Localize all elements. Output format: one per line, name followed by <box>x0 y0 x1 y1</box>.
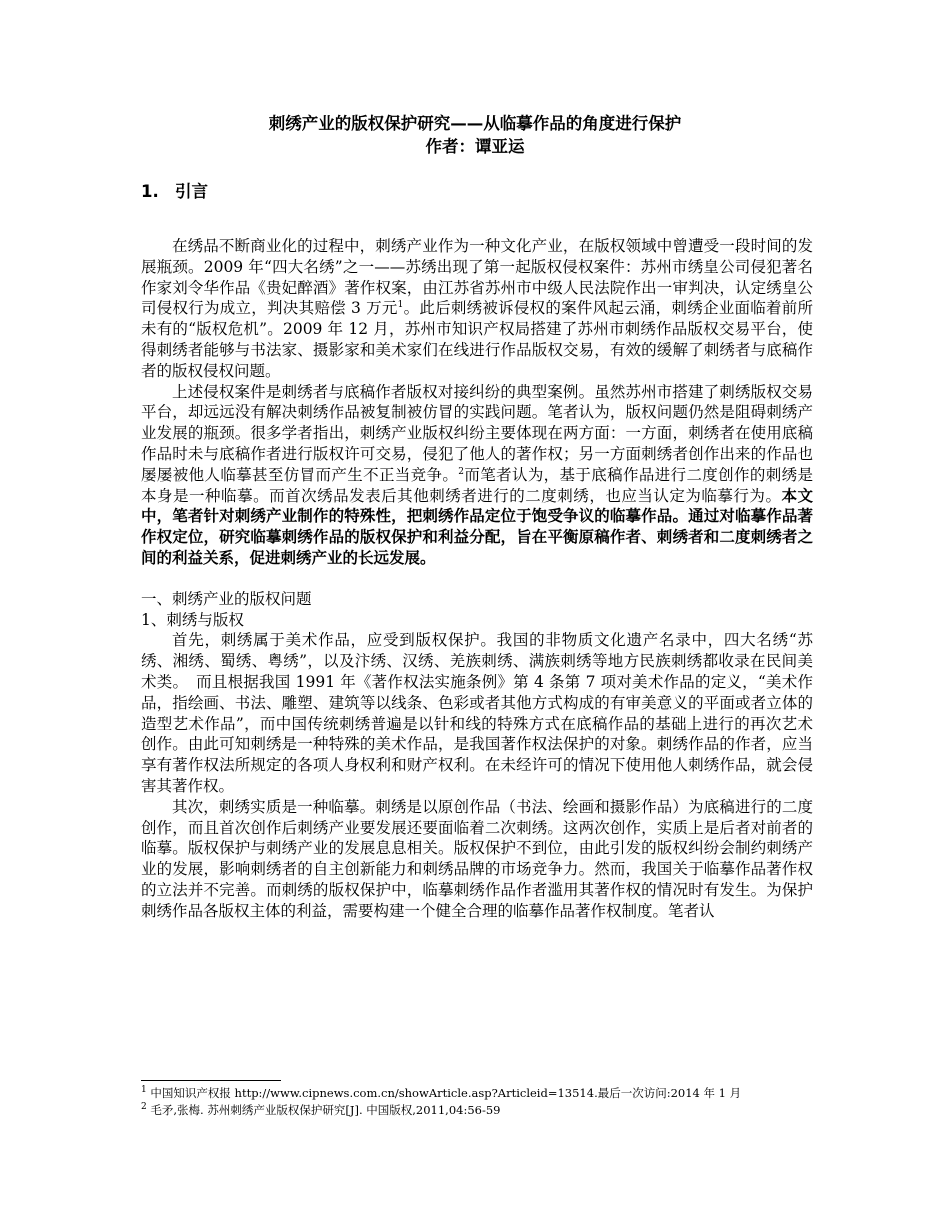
part-1-title: 一、刺绣产业的版权问题 <box>141 589 312 608</box>
footnote-ref-1: 1 <box>397 300 404 311</box>
subsection-1-paragraph-1: 首先，刺绣属于美术作品，应受到版权保护。我国的非物质文化遗产名录中，四大名绣“苏绣、湘绣、蜀绣、粤绣”，以及汴绣、汉绣、羌族刺绣、满族刺绣等地方民族刺绣都收录在民间美术类。 而且根据我国 1991 年《著作权法实施条例》第 4 条第 7 项对美术作品的定义，“美术作品，指绘画、书法、雕塑、建筑等以线条、色彩或者其他方式构成的有审美意义的平面或者立体的造型艺术作品”，而中国传统刺绣普遍是以针和线的特殊方式在底稿作品的基础上进行的再次艺术创作。由此可知刺绣是一种特殊的美术作品，是我国著作权法保护的对象。刺绣作品的作者，应当享有著作权法所规定的各项人身权利和财产权利。在未经许可的情况下使用他人刺绣作品，就会侵害其著作权。 <box>141 631 813 795</box>
intro-paragraph-2-bold: 本文中，笔者针对刺绣产业制作的特殊性，把刺绣作品定位于饱受争议的临摹作品。通过对临摹作品著作权定位，研究临摹刺绣作品的版权保护和利益分配，旨在平衡原稿作者、刺绣者和二度刺绣者之间的利益关系，促进刺绣产业的长远发展。 <box>141 486 813 567</box>
footnote-mark-1: 1 <box>141 1085 147 1096</box>
subsection-1-paragraph-2: 其次，刺绣实质是一种临摹。刺绣是以原创作品（书法、绘画和摄影作品）为底稿进行的二度创作，而且首次创作后刺绣产业要发展还要面临着二次刺绣。这两次创作，实质上是后者对前者的临摹。版权保护与刺绣产业的发展息息相关。版权保护不到位，由此引发的版权纠纷会制约刺绣产业的发展，影响刺绣者的自主创新能力和刺绣品牌的市场竞争力。然而，我国关于临摹作品著作权的立法并不完善。而刺绣的版权保护中，临摹刺绣作品作者滥用其著作权的情况时有发生。为保护刺绣作品各版权主体的利益，需要构建一个健全合理的临摹作品著作权制度。笔者认 <box>141 797 813 920</box>
subsection-1-title: 1、刺绣与版权 <box>141 610 244 629</box>
intro-paragraph-2-mid: 而笔者认为，基于底稿作品进行二度创作的刺绣是本身是一种临摹。而首次绣品发表后其他刺绣者进行的二度刺绣，也应当认定为临摹行为。 <box>141 465 813 505</box>
document-author: 作者：谭亚运 <box>425 137 525 156</box>
document-title: 刺绣产业的版权保护研究——从临摹作品的角度进行保护 <box>268 114 682 133</box>
footnote-ref-2: 2 <box>458 466 464 477</box>
footnote-1-text: 中国知识产权报 http://www.cipnews.com.cn/showArticle.asp?Articleid=13514.最后一次访问:2014 年 1 月 <box>146 1086 742 1100</box>
footnote-1 <box>141 1085 841 1101</box>
section-heading-introduction <box>141 178 208 202</box>
section-number: 1. <box>141 182 159 201</box>
intro-paragraph-2-text: 上述侵权案件是刺绣者与底稿作者版权对接纠纷的典型案例。虽然苏州市搭建了刺绣版权交易平台，却远远没有解决刺绣作品被复制被仿冒的实践问题。笔者认为，版权问题仍然是阻碍刺绣产业发展的瓶颈。很多学者指出，刺绣产业版权纠纷主要体现在两方面：一方面，刺绣者在使用底稿作品时未与底稿作者进行版权许可交易，侵犯了他人的著作权；另一方面刺绣者创作出来的作品也屡屡被他人临摹甚至仿冒而产生不正当竞争。 <box>141 382 813 484</box>
paragraph-gap <box>141 569 813 589</box>
document-body <box>141 236 813 922</box>
intro-paragraph-1-tail: 。此后刺绣被诉侵权的案件风起云涌，刺绣企业面临着前所未有的“版权危机”。2009 年 12 月，苏州市知识产权局搭建了苏州市刺绣作品版权交易平台，使得刺绣者能够与书法家、摄影家和美术家们在线进行作品版权交易，有效的缓解了刺绣者与底稿作者的版权侵权问题。 <box>141 299 813 380</box>
intro-paragraph-2 <box>141 382 813 569</box>
footnote-2-text: 毛矛,张梅. 苏州刺绣产业版权保护研究[J]. 中国版权,2011,04:56-59 <box>146 1103 501 1117</box>
footnote-separator <box>141 1080 281 1081</box>
footnote-mark-2: 2 <box>141 1102 147 1113</box>
footnote-2 <box>141 1102 841 1118</box>
intro-paragraph-1 <box>141 236 813 382</box>
section-label: 引言 <box>175 182 208 201</box>
intro-paragraph-1-text: 在绣品不断商业化的过程中，刺绣产业作为一种文化产业，在版权领域中曾遭受一段时间的发展瓶颈。2009 年“四大名绣”之一——苏绣出现了第一起版权侵权案件：苏州市绣皇公司侵犯著名作家刘令华作品《贵妃醉酒》著作权案，由江苏省苏州市中级人民法院作出一审判决，认定绣皇公司侵权行为成立，判决其赔偿 3 万元 <box>141 237 813 318</box>
